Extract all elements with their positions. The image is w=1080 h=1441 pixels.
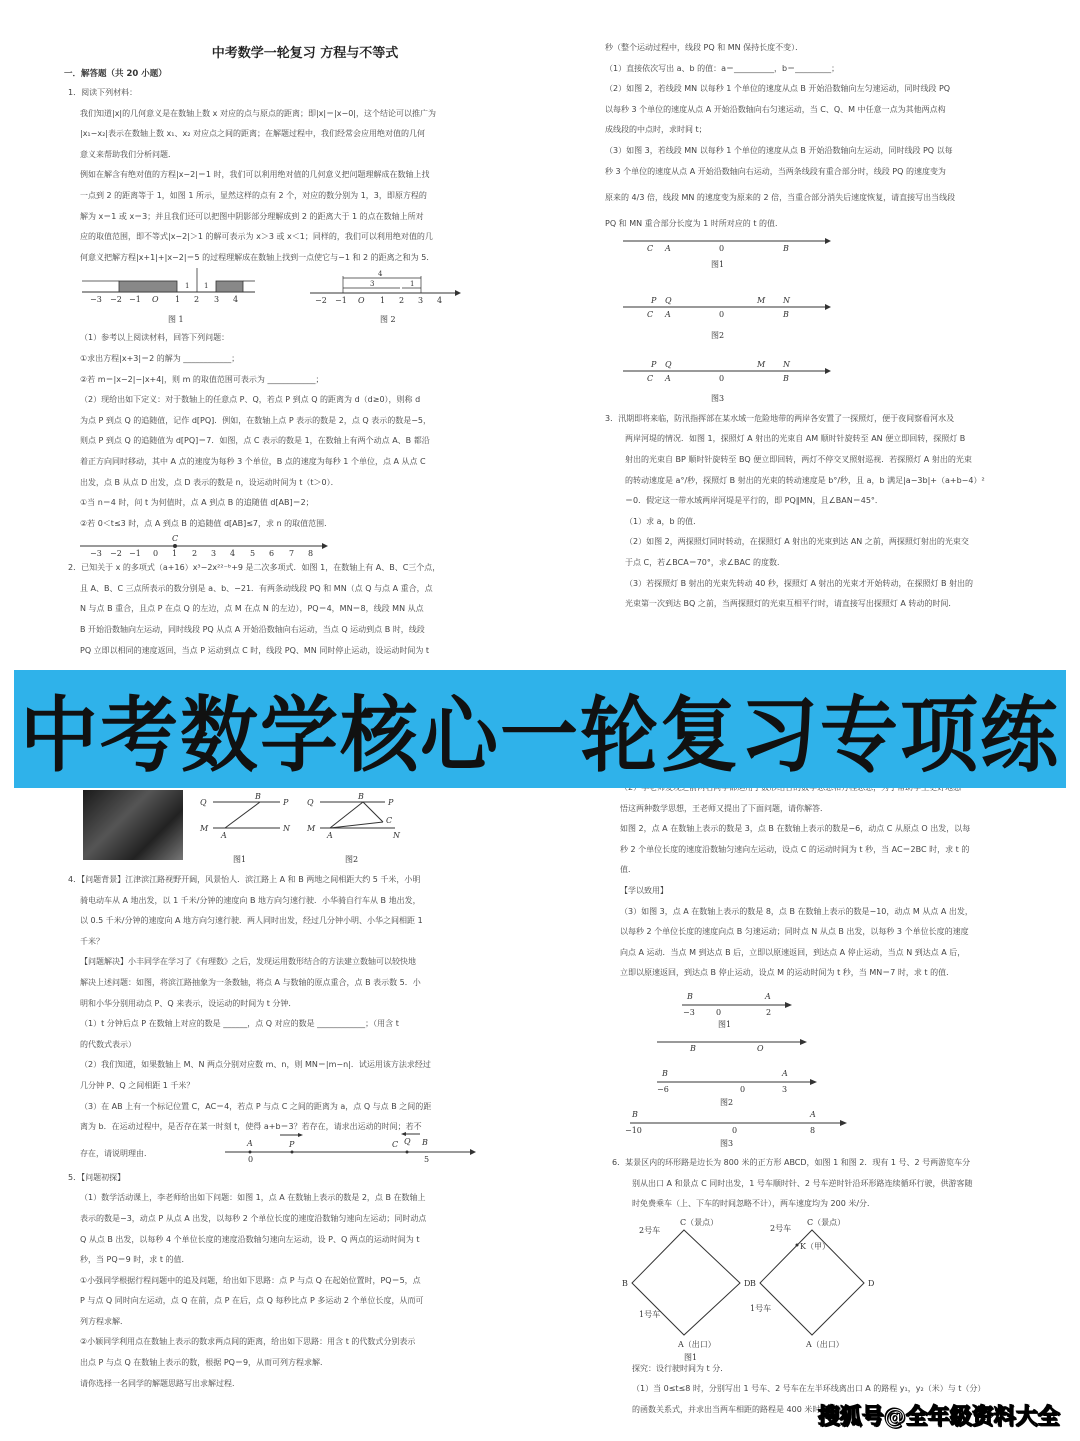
q3-text: ＝0．假定这一带水域两岸河堤是平行的，即 PQ∥MN，且∠BAN＝45°．: [625, 496, 883, 506]
svg-text:D: D: [868, 1278, 875, 1288]
svg-text:M: M: [757, 359, 766, 369]
q1-part: 为点 P 到点 Q 的追随值，记作 d[PQ]．例如，在数轴上点 P 表示的数是 2，点 Q 表示的数是−5，: [80, 415, 431, 425]
svg-text:B: B: [662, 1069, 668, 1078]
q4-text: 解决上述问题：如图，将滨江路抽象为一条数轴，将点 A 与数轴的原点重合，点 B 表示数 5．小: [80, 977, 421, 987]
svg-text:A: A: [327, 831, 333, 840]
svg-text:4: 4: [233, 295, 239, 305]
svg-text:C: C: [647, 243, 654, 253]
svg-text:1: 1: [172, 549, 178, 559]
svg-text:−2: −2: [315, 296, 327, 306]
svg-text:3: 3: [211, 549, 217, 559]
svg-text:D: D: [744, 1278, 751, 1288]
q1-part: 则点 P 到点 Q 的追随值为 d[PQ]＝7．如图，点 C 表示的数是 1，在数轴上有两个动点 A、B 都沿: [80, 436, 430, 446]
svg-text:1号车: 1号车: [750, 1303, 772, 1313]
q4-text: 【问题解决】小丰同学在学习了《有理数》之后，发现运用数形结合的方法建立数轴可以较快地: [80, 957, 416, 967]
q1-text: 解为 x＝1 或 x＝3；并且我们还可以把图中阴影部分理解成到 2 的距离大于 1 的点在数轴上所对: [80, 211, 424, 221]
svg-text:4: 4: [378, 270, 383, 279]
svg-text:图2: 图2: [345, 855, 359, 864]
svg-text:A: A: [221, 831, 227, 840]
svg-text:0: 0: [248, 1154, 254, 1164]
q5-text: 5．【问题初探】: [68, 1172, 126, 1182]
q1-text: 我们知道|x|的几何意义是在数轴上数 x 对应的点与原点的距离；即|x|＝|x−0|，这个结论可以推广为: [80, 108, 436, 118]
q6-block: [612, 1153, 1040, 1421]
q1-part: ①当 n＝4 时，问 t 为何值时，点 A 到点 B 的追随值 d[AB]＝2；: [80, 498, 314, 508]
svg-text:B: B: [255, 792, 261, 801]
svg-text:1号车: 1号车: [639, 1309, 661, 1319]
q6-text: 别从出口 A 和景点 C 同时出发，1 号车顺时针、2 号车逆时针沿环形路连续循环行驶，供游客随: [632, 1178, 973, 1188]
q4-text: 存在，请说明理由．: [80, 1148, 152, 1158]
svg-text:B: B: [750, 1278, 756, 1288]
svg-text:B: B: [687, 992, 693, 1001]
q2-cont: 原来的 4/3 倍，线段 MN 的速度变为原来的 2 倍，当重合部分消失后速度恢复，请直接写出当线段: [605, 193, 956, 203]
svg-text:图2: 图2: [711, 330, 725, 340]
svg-text:−2: −2: [110, 549, 122, 559]
svg-text:O: O: [152, 295, 159, 305]
svg-text:N: N: [783, 359, 790, 369]
svg-text:3: 3: [214, 295, 220, 305]
q1-figures: [60, 268, 550, 328]
svg-text:K（甲）: K（甲）: [800, 1241, 830, 1251]
q5-cont: 悟这两种数学思想，王老师又提出了下面问题，请你解答．: [620, 803, 828, 813]
svg-text:1: 1: [185, 282, 190, 291]
q2-text: 且 A、B、C 三点所表示的数分别是 a、b、−21．有两条动线段 PQ 和 MN（点 Q 与点 A 重合，点: [80, 583, 433, 593]
svg-text:M: M: [307, 824, 316, 833]
svg-text:1: 1: [204, 282, 209, 291]
svg-text:图1: 图1: [718, 1020, 732, 1029]
q2-cont: PQ 和 MN 重合部分长度为 1 时所对应的 t 的值．: [605, 219, 784, 229]
q3-text: 3．汛期即将来临，防汛指挥部在某水域一危险地带的两岸各安置了一探照灯，便于夜间察看河水及: [605, 413, 955, 423]
q5-text: Q 从点 B 出发，以每秒 4 个单位长度的速度沿数轴匀速向左运动，设 P、Q 两点的运动时间为 t: [80, 1234, 420, 1244]
svg-text:4: 4: [230, 549, 236, 559]
svg-text:0: 0: [716, 1008, 722, 1017]
svg-text:C: C: [647, 309, 654, 319]
svg-text:B: B: [622, 1278, 628, 1288]
q1-part: （2）现给出如下定义：对于数轴上的任意点 P、Q，若点 P 到点 Q 的距离为 d（d≥0），则称 d: [80, 395, 421, 405]
q3-text: （1）求 a，b 的值．: [625, 516, 702, 526]
q1-text: 何意义把解方程|x+1|+|x−2|＝5 的过程理解成在数轴上找到一点使它与−1 和 2 的距离之和为 5．: [80, 252, 435, 262]
svg-text:B: B: [632, 1110, 638, 1119]
q4-text: 骑电动车从 A 地出发，以 1 千米/分钟的速度向 B 地方向匀速行驶．小华骑自行车从 B 地出发，: [80, 895, 421, 905]
q5-cont: 向点 A 运动．当点 M 到达点 B 后，立即以原速返回，到达点 A 停止运动，当点 N 到达点 A 后，: [620, 947, 966, 957]
svg-text:4: 4: [437, 296, 443, 306]
svg-text:Q: Q: [665, 359, 672, 369]
svg-text:8: 8: [810, 1126, 816, 1135]
q5-cont: 如图 2，点 A 在数轴上表示的数是 3，点 B 在数轴上表示的数是−6，动点 C 从原点 O 出发，以每: [620, 824, 971, 834]
svg-text:1: 1: [175, 295, 181, 305]
svg-text:0: 0: [719, 243, 725, 253]
q1-part: （1）参考以上阅读材料，回答下列问题：: [80, 333, 230, 343]
svg-text:M: M: [757, 295, 766, 305]
q5-text: 列方程求解．: [80, 1316, 128, 1326]
q4-axis-row: [60, 1138, 550, 1168]
q4-text: 4．【问题背景】江津滨江路视野开阔，风景怡人．滨江路上 A 和 B 两地之间相距大约 5 千米，小明: [68, 875, 421, 884]
svg-text:N: N: [783, 295, 790, 305]
svg-text:6: 6: [269, 549, 275, 559]
svg-text:0: 0: [719, 309, 725, 319]
svg-text:C: C: [386, 816, 393, 825]
svg-text:A: A: [665, 373, 671, 383]
q5-cont: 【学以致用】: [620, 885, 668, 895]
svg-text:−3: −3: [90, 549, 102, 559]
q4-text: 以 0.5 千米/分钟的速度向 A 地方向匀速行驶．两人同时出发，经过几分钟小明、小华之间相距 1: [80, 916, 423, 926]
svg-text:2号车: 2号车: [770, 1223, 792, 1233]
svg-text:−6: −6: [657, 1085, 669, 1094]
watermark: 搜狐号@全年级资料大全: [817, 1405, 1060, 1430]
q3-text: （3）若探照灯 B 射出的光束先转动 40 秒，探照灯 A 射出的光束才开始转动，在探照灯 B 射出的: [625, 578, 974, 588]
svg-text:A: A: [665, 309, 671, 319]
q3-text: 射出的光束自 BP 顺时针旋转至 BQ 便立即回转，两灯不停交叉照射巡视．若探照灯 A 射出的光束: [625, 454, 972, 464]
q2-text: PQ 立即以相同的速度返回，当点 P 运动到点 C 时，线段 PQ、MN 同时停止运动，设运动时间为 t: [80, 645, 430, 655]
svg-text:P: P: [651, 359, 657, 369]
svg-text:C: C: [172, 534, 179, 544]
q2-cont: 秒（整个运动过程中，线段 PQ 和 MN 保持长度不变）．: [605, 43, 804, 52]
svg-text:图3: 图3: [711, 393, 725, 403]
svg-text:5: 5: [424, 1154, 430, 1164]
svg-text:O: O: [757, 1044, 764, 1053]
svg-text:A: A: [665, 243, 671, 253]
svg-text:7: 7: [289, 549, 295, 559]
q1-part: 出发，点 B 从点 D 出发，点 D 表示的数是 n，设运动时间为 t（t＞0）．: [80, 477, 339, 487]
document-title: 中考数学一轮复习 方程与不等式: [211, 46, 399, 61]
svg-text:8: 8: [308, 549, 314, 559]
q4-text: 千米？: [80, 936, 104, 946]
svg-text:A: A: [765, 992, 771, 1001]
svg-text:A: A: [782, 1069, 788, 1078]
section-heading: 一．解答题（共 20 小题）: [64, 69, 167, 79]
q2-cont: （2）如图 2，若线段 MN 以每秒 1 个单位的速度从点 B 开始沿数轴向左匀速运动，同时线段 PQ: [605, 84, 951, 94]
q5-text: （1）数学活动课上，李老师给出如下问题：如图 1，点 A 在数轴上表示的数是 2，点 B 在数轴上: [80, 1193, 426, 1203]
q6-text: 时免费乘车（上、下车的时间忽略不计），两车速度均为 200 米/分．: [632, 1199, 876, 1209]
svg-text:0: 0: [732, 1126, 738, 1135]
svg-text:Q: Q: [665, 295, 672, 305]
q3-text: 光束第一次到达 BQ 之前，当两探照灯的光束互相平行时，请直接写出探照灯 A 转动的时间．: [625, 599, 957, 609]
q2-cont: （3）如图 3，若线段 MN 以每秒 1 个单位的速度从点 B 开始沿数轴向左运动，同时线段 PQ 以每: [605, 145, 953, 155]
q5-text: 表示的数是−3，动点 P 从点 A 出发，以每秒 2 个单位长度的速度沿数轴匀速向左运动；同时动点: [80, 1213, 427, 1223]
q1-text: |x₁−x₂|表示在数轴上数 x₁、x₂ 对应点之间的距离；在解题过程中，我们经常会应用绝对值的几何: [80, 129, 425, 139]
q1-part: ②若 0＜t≤3 时，点 A 到点 B 的追随值 d[AB]≤7，求 n 的取值范围．: [80, 518, 333, 528]
night-river-photo: [83, 790, 183, 860]
svg-text:−3: −3: [683, 1008, 695, 1017]
svg-text:P: P: [283, 798, 289, 807]
svg-text:A: A: [247, 1138, 253, 1148]
q3-text: 两岸河堤的情况．如图 1，探照灯 A 射出的光束自 AM 顺时针旋转至 AN 便立即回转，探照灯 B: [625, 434, 966, 444]
svg-text:B: B: [422, 1137, 428, 1147]
q5-text: ①小强同学根据行程问题中的追及问题，给出如下思路：点 P 与点 Q 在起始位置时，PQ＝5，点: [80, 1275, 421, 1285]
number-line-figure-1: [60, 268, 550, 328]
q4-text: （2）我们知道，如果数轴上 M、N 两点分别对应数 m、n，则 MN＝|m−n|．试运用该方法求经过: [80, 1060, 431, 1070]
svg-text:1: 1: [380, 296, 386, 306]
q1-text: 例如在解含有绝对值的方程|x−2|＝1 时，我们可以利用绝对值的几何意义把问题理解成在数轴上找: [80, 170, 430, 180]
q5-cont: 秒 2 个单位长度的速度沿数轴匀速向左运动，设点 C 的运动时间为 t 秒，当 AC＝2BC 时，求 t 的: [620, 844, 970, 854]
svg-text:B: B: [358, 792, 364, 801]
svg-text:C（景点）: C（景点）: [680, 1217, 719, 1227]
q4-text: 离为 b．在运动过程中，是否存在某一时刻 t，使得 a+b＝3？若存在，请求出运动的时间；若不: [80, 1122, 422, 1132]
svg-text:A（出口）: A（出口）: [678, 1339, 716, 1349]
q2-cont: （1）直接依次写出 a、b 的值：a＝__________，b＝_________；: [605, 63, 840, 73]
svg-text:3: 3: [370, 280, 375, 289]
q4-number-line: [220, 1130, 480, 1168]
svg-text:B: B: [783, 309, 789, 319]
svg-text:C: C: [392, 1139, 399, 1149]
svg-text:2号车: 2号车: [639, 1225, 661, 1235]
q1-part: ②若 m＝|x−2|−|x+4|，则 m 的取值范围可表示为 ____________；: [80, 374, 324, 384]
q2-text: B 开始沿数轴向左运动，同时线段 PQ 从点 A 开始沿数轴向右运动，当点 Q 运动到点 B 时，线段: [80, 625, 425, 635]
q3-text: （2）如图 2，两探照灯同时转动，在探照灯 A 射出的光束到达 AN 之前，两探照灯射出的光束交: [625, 537, 969, 547]
q5-text: 请你选择一名同学的解题思路写出求解过程．: [80, 1378, 240, 1388]
svg-text:P: P: [651, 295, 657, 305]
q3-text: 的转动速度是 a°/秒，探照灯 B 射出的光束的转动速度是 b°/秒，且 a，b 满足|a−3b|+（a+b−4）²: [625, 475, 985, 485]
q1-part: 着正方向同时移动，其中 A 点的速度为每秒 3 个单位，B 点的速度为每秒 1 个单位，点 A 从点 C: [80, 456, 426, 466]
svg-text:3: 3: [782, 1085, 788, 1094]
svg-text:0: 0: [153, 549, 159, 559]
q1-heading: 1．阅读下列材料：: [68, 88, 138, 97]
q5-cont: 以每秒 2 个单位长度的速度向点 B 匀速运动；同时点 N 从点 B 出发，以每秒 3 个单位长度的速度: [620, 927, 969, 937]
svg-text:A: A: [810, 1110, 816, 1119]
svg-text:B: B: [783, 243, 789, 253]
svg-text:−1: −1: [129, 549, 141, 559]
svg-text:Q: Q: [200, 798, 207, 807]
q6-text: 6．某景区内的环形路是边长为 800 米的正方形 ABCD，如图 1 和图 2．现有 1 号、2 号两游览车分: [612, 1158, 971, 1167]
svg-text:图3: 图3: [720, 1139, 734, 1148]
q5-text: ②小颖同学利用点在数轴上表示的数求两点间的距离，给出如下思路：用含 t 的代数式分别表示: [80, 1337, 416, 1347]
svg-text:N: N: [393, 831, 400, 840]
q1-part: ①求出方程|x+3|＝2 的解为 ____________；: [80, 353, 240, 363]
q5-text: P 与点 Q 同时向左运动，点 Q 在前，点 P 在后，点 Q 每秒比点 P 多运动 2 个单位长度，从而可: [80, 1296, 424, 1306]
banner-text: 中考数学核心一轮复习专项练: [19, 689, 1060, 784]
q1-text: 一点到 2 的距离等于 1，如图 1 所示，显然这样的点有 2 个，对应的数分别为 1，3，即原方程的: [80, 190, 427, 200]
svg-text:C（景点）: C（景点）: [807, 1217, 846, 1227]
svg-text:图2: 图2: [720, 1098, 734, 1107]
svg-text:−10: −10: [625, 1126, 642, 1135]
svg-text:0: 0: [719, 373, 725, 383]
q3-text: 于点 C，若∠BCA＝70°，求∠BAC 的度数．: [625, 557, 786, 567]
q5-cont-block: [620, 778, 1040, 984]
svg-text:1: 1: [410, 280, 415, 289]
q5-cont: 立即以原速返回，到达点 B 停止运动，设点 M 的运动时间为 t 秒，当 MN＝7 时，求 t 的值．: [620, 968, 955, 978]
q5-number-line-figures: [620, 990, 840, 1150]
svg-text:2: 2: [194, 295, 200, 305]
svg-text:−1: −1: [129, 295, 141, 305]
svg-text:图1: 图1: [711, 259, 725, 269]
svg-text:5: 5: [250, 549, 256, 559]
svg-text:N: N: [283, 824, 290, 833]
fig1-caption: 图 1: [168, 315, 184, 325]
svg-text:3: 3: [418, 296, 424, 306]
q1-text: 应的取值范围，即不等式|x−2|＞1 的解可表示为 x＞3 或 x＜1；同样的，我们可以利用绝对值的几: [80, 232, 433, 242]
svg-text:−1: −1: [335, 296, 347, 306]
title-banner: [14, 670, 1066, 788]
q2-number-line-figures: [605, 235, 1045, 405]
svg-text:2: 2: [766, 1008, 772, 1017]
q1-number-line-c: [60, 534, 550, 558]
q4-text: （3）在 AB 上有一个标记位置 C，AC＝4，若点 P 与点 C 之间的距离为 a，点 Q 与点 B 之间的距: [80, 1101, 432, 1111]
q4-text: （1）t 分钟后点 P 在数轴上对应的数是 ______，点 Q 对应的数是 ____________；（用含 t: [80, 1019, 399, 1029]
svg-text:B: B: [783, 373, 789, 383]
q1-text: 意义来帮助我们分析问题．: [80, 149, 176, 159]
svg-text:−2: −2: [110, 295, 122, 305]
svg-text:O: O: [358, 296, 365, 306]
q4-text: 的代数式表示）: [80, 1039, 136, 1049]
svg-text:M: M: [200, 824, 209, 833]
q2-cont: 以每秒 3 个单位的速度从点 A 开始沿数轴向右匀速运动，当 C、Q、M 中任意一点为其他两点构: [605, 104, 946, 114]
svg-text:P: P: [388, 798, 394, 807]
q3-figures: [195, 790, 415, 870]
q5-cont: （3）如图 3，点 A 在数轴上表示的数是 8，点 B 在数轴上表示的数是−10，动点 M 从点 A 出发，: [620, 906, 973, 916]
svg-text:图1: 图1: [233, 855, 247, 864]
svg-text:2: 2: [399, 296, 405, 306]
q6-part: 的函数关系式，并求出当两车相距的路程是 400 米时 t 的值；: [632, 1404, 853, 1414]
q4-text: 几分钟 P、Q 之间相距 1 千米？: [80, 1080, 195, 1090]
q5-text: 出点 P 与点 Q 在数轴上表示的数，根据 PQ＝9，从而可列方程求解．: [80, 1358, 329, 1368]
q6-part: （1）当 0≤t≤8 时，分别写出 1 号车、2 号车在左半环线离出口 A 的路程 y₁，y₂（米）与 t（分）: [632, 1384, 986, 1394]
svg-text:B: B: [690, 1044, 696, 1053]
fig2-caption: 图 2: [380, 315, 396, 325]
svg-text:2: 2: [192, 549, 198, 559]
q2-cont: 秒 3 个单位的速度从点 A 开始沿数轴向右运动，当两条线段有重合部分时，线段 PQ 的速度变为: [605, 166, 946, 176]
q2-cont: 成线段的中点时，求时间 t；: [605, 125, 707, 135]
svg-text:Q: Q: [307, 798, 314, 807]
q2-text: 2．已知关于 x 的多项式（a+16）x³−2x²²⁻ᵇ+9 是二次多项式．如图 1，在数轴上有 A、B、C三个点，: [68, 563, 441, 573]
q6-part: 探究：设行驶时间为 t 分．: [632, 1363, 729, 1373]
svg-text:A（出口）: A（出口）: [806, 1339, 844, 1349]
svg-text:图1: 图1: [684, 1352, 698, 1362]
q4-block: [60, 870, 550, 1394]
svg-text:−3: −3: [90, 295, 102, 305]
q2-text: N 与点 B 重合，且点 P 在点 Q 的左边，点 M 在点 N 的左边），PQ＝4，MN＝8，线段 MN 从点: [80, 604, 424, 614]
q6-square-figures: [612, 1215, 1040, 1362]
svg-text:Q: Q: [404, 1136, 411, 1146]
q5-text: 秒，当 PQ＝9 时，求 t 的值．: [80, 1255, 190, 1265]
svg-text:P: P: [289, 1139, 295, 1149]
q4-text: 明和小华分别用动点 P、Q 来表示，设运动的时间为 t 分钟．: [80, 998, 297, 1008]
q5-cont: 值．: [620, 865, 636, 875]
svg-text:0: 0: [740, 1085, 746, 1094]
svg-text:C: C: [647, 373, 654, 383]
